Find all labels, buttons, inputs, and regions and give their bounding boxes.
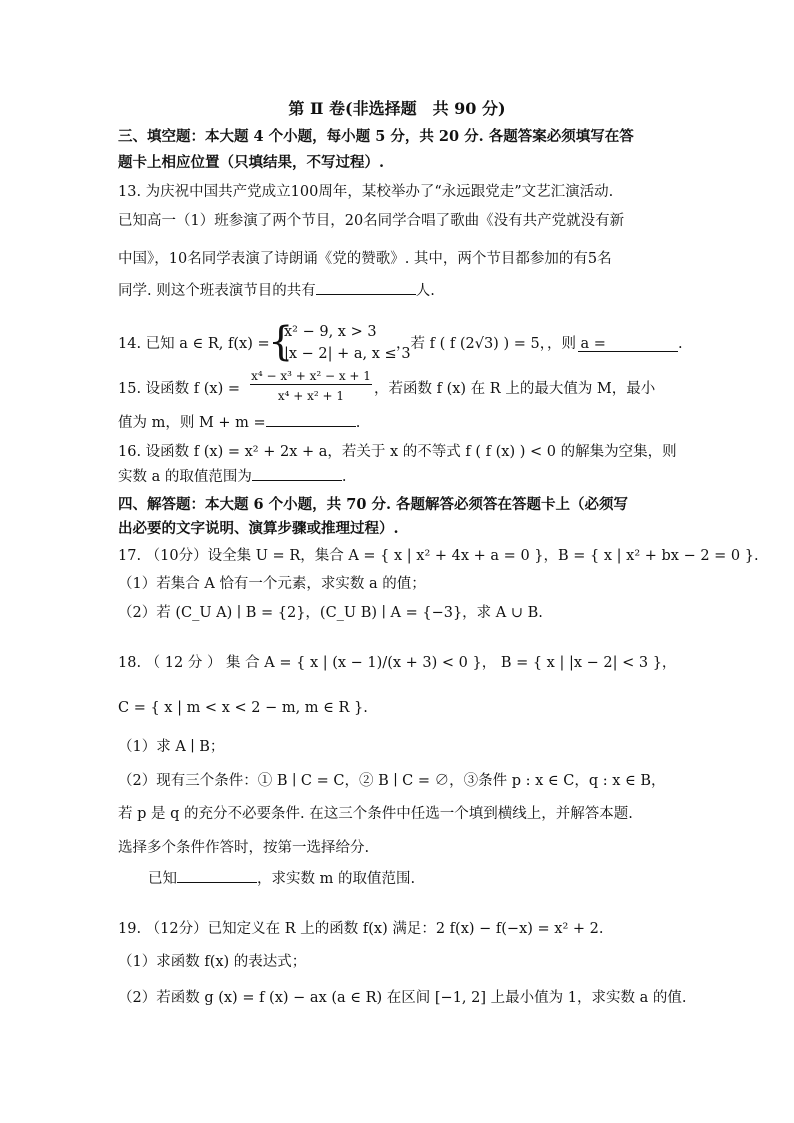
section3-heading-2: 题卡上相应位置（只填结果，不写过程）.	[118, 154, 385, 171]
q18-answer-blank	[177, 868, 257, 883]
q15-line-1	[118, 368, 678, 408]
q14-brace: {	[268, 319, 294, 365]
part-title: 第 Ⅱ 卷(非选择题 共 90 分)	[288, 99, 506, 118]
q15-line-2	[118, 412, 678, 434]
section3-heading: 三、填空题：本大题 4 个小题，每小题 5 分，共 20 分. 各题答案必须填写在答	[118, 128, 634, 145]
q14-answer-blank	[578, 337, 678, 352]
q16-line-1: 16. 设函数 f (x) = x² + 2x + a，若关于 x 的不等式 f ( f (x) ) < 0 的解集为空集，则	[118, 444, 677, 460]
q13-line-2: 已知高一（1）班参演了两个节目，20名同学合唱了歌曲《没有共产党就没有新	[118, 213, 625, 229]
q16-answer-blank	[252, 466, 342, 481]
q18-known: 已知	[148, 871, 177, 887]
q14-case-1: x² − 9, x > 3	[284, 324, 377, 340]
q15-answer-blank	[266, 412, 356, 427]
q14-prefix: 14. 已知 a ∈ R, f(x) =	[118, 336, 270, 352]
q13-line-4	[118, 280, 678, 302]
section4-heading: 四、解答题：本大题 6 个小题，共 70 分. 各题解答必须答在答题卡上（必须写	[118, 496, 629, 513]
q14-line	[118, 319, 683, 366]
q13-unit: 人.	[415, 283, 435, 299]
q18-ask: ，求实数 m 的取值范围.	[257, 871, 416, 887]
q17-line-1: 17. （10分）设全集 U = R，集合 A = { x | x² + 4x + a = 0 }，B = { x | x² + bx − 2 = 0 }.	[118, 548, 759, 564]
q19-part-1: （1）求函数 f(x) 的表达式；	[118, 954, 307, 970]
q14-case-2: |x − 2| + a, x ≤ 3	[284, 346, 411, 362]
q13-line-3: 中国》，10名同学表演了诗朗诵《党的赞歌》. 其中，两个节目都参加的有5名	[118, 251, 612, 267]
q15-text: 值为 m，则 M + m =	[118, 415, 266, 431]
q14-end: .	[678, 336, 683, 352]
q18-part-5	[118, 868, 708, 890]
q13-line-1: 13. 为庆祝中国共产党成立100周年，某校举办了“永远跟党走”文艺汇演活动.	[118, 184, 614, 200]
q16-text: 实数 a 的取值范围为	[118, 469, 252, 485]
q15-numerator: x⁴ − x³ + x² − x + 1	[251, 369, 371, 383]
q19-line-1: 19. （12分）已知定义在 R 上的函数 f(x) 满足：2 f(x) − f(−x) = x² + 2.	[118, 921, 604, 937]
q18-part-1: （1）求 A ∣ B；	[118, 739, 225, 755]
section4-heading-2: 出必要的文字说明、演算步骤或推理过程）.	[118, 520, 399, 537]
q18-part-3: 若 p 是 q 的充分不必要条件. 在这三个条件中任选一个填到横线上，并解答本题.	[118, 806, 633, 822]
q18-part-2: （2）现有三个条件：① B ∣ C = C，② B ∣ C = ∅，③条件 p : x ∈ C，q : x ∈ B，	[118, 773, 666, 789]
q19-part-2: （2）若函数 g (x) = f (x) − ax (a ∈ R) 在区间 [−1, 2] 上最小值为 1，求实数 a 的值.	[118, 990, 687, 1006]
q13-text: 同学. 则这个班表演节目的共有	[118, 283, 316, 299]
q17-part-1: （1）若集合 A 恰有一个元素，求实数 a 的值；	[118, 576, 426, 592]
q18-line-2: C = { x | m < x < 2 − m, m ∈ R }.	[118, 700, 368, 716]
q15-denominator: x⁴ + x² + 1	[277, 389, 345, 403]
q17-part-2: （2）若 (C_U A) ∣ B = {2}，(C_U B) ∣ A = {−3}，求 A ∪ B.	[118, 605, 543, 621]
q18-line-1: 18. （ 12 分 ） 集 合 A = { x | (x − 1)/(x + 3) < 0 }， B = { x | |x − 2| < 3 }，	[118, 655, 677, 671]
q15-prefix: 15. 设函数 f (x) =	[118, 381, 241, 397]
q15-end: .	[355, 415, 361, 431]
q16-end: .	[341, 469, 347, 485]
q13-answer-blank	[316, 280, 416, 295]
q16-line-2	[118, 466, 678, 488]
q14-condition: ，若 f ( f (2√3) ) = 5，，则 a =	[396, 336, 606, 352]
q18-part-4: 选择多个条件作答时，按第一选择给分.	[118, 840, 370, 856]
q15-condition: ，若函数 f (x) 在 R 上的最大值为 M，最小	[374, 381, 656, 397]
